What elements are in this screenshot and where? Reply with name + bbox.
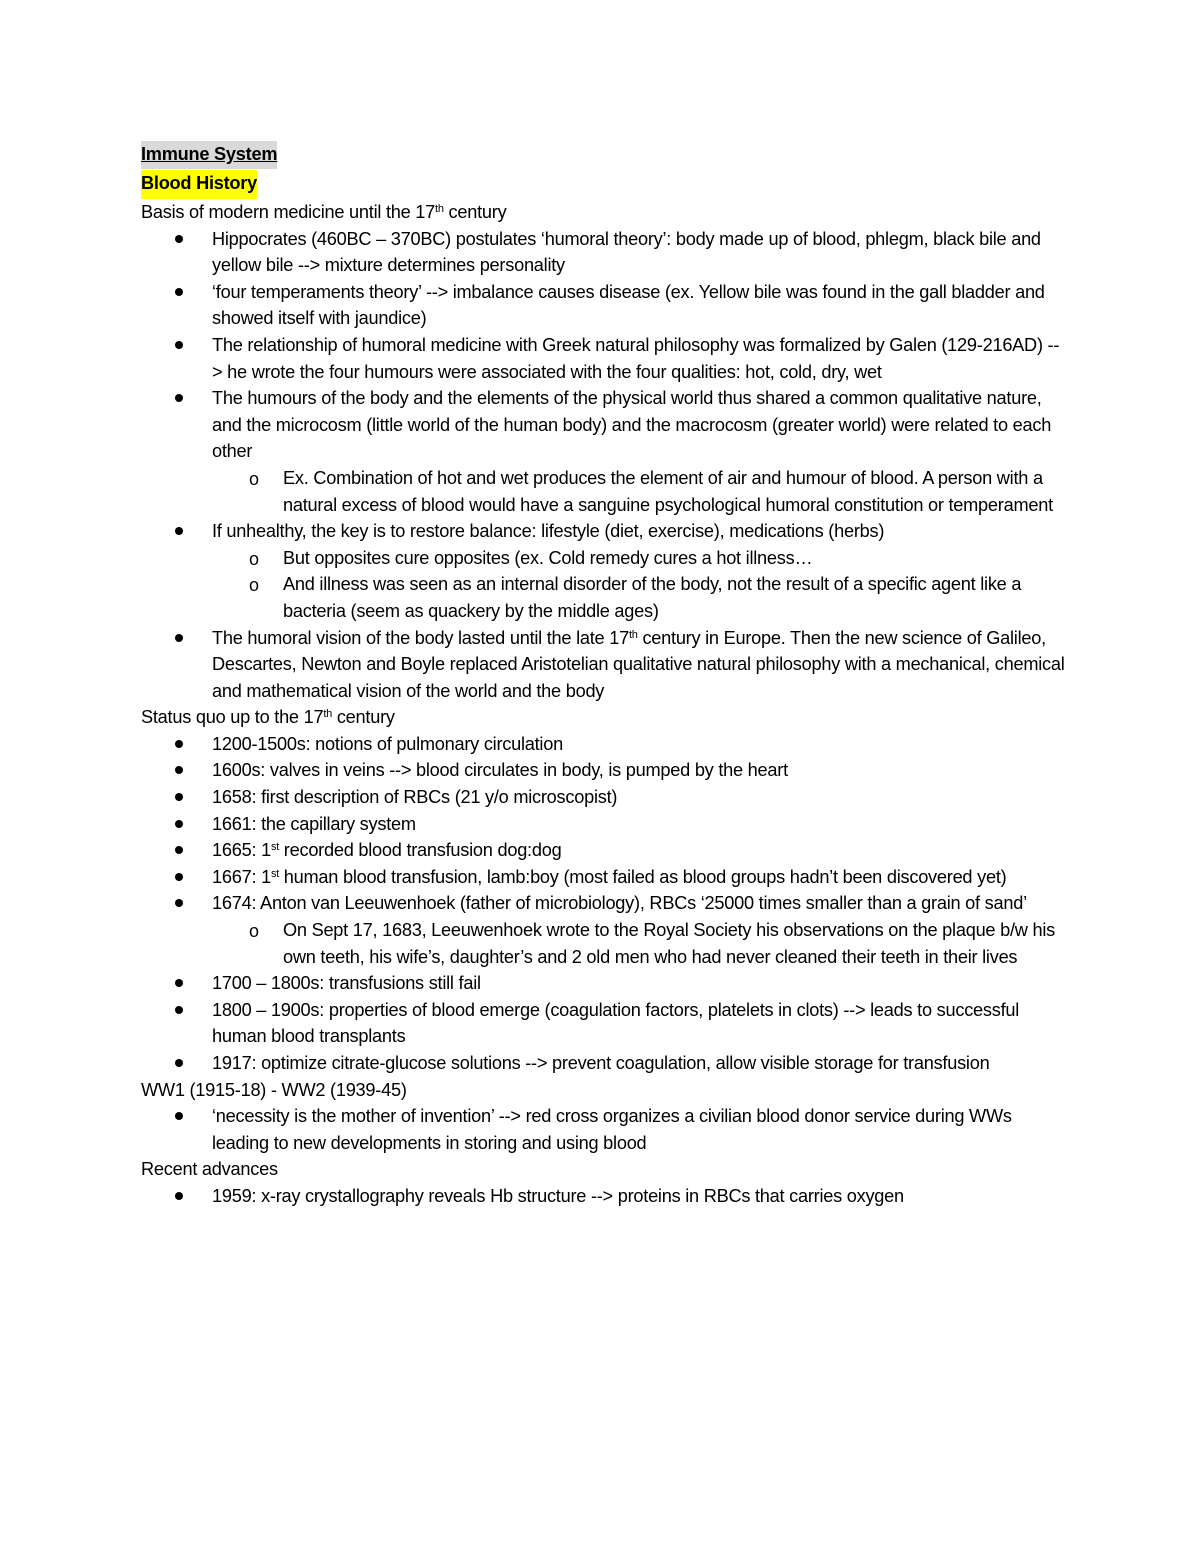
circle-bullet-icon: o [249,575,259,596]
bullet-icon [175,1192,183,1200]
list-item-text: The humoral vision of the body lasted until the late 17 [212,627,629,648]
bullet-icon [175,394,183,402]
section-heading: Blood History [141,170,257,199]
list-item [212,784,1066,811]
list-item [212,332,1066,385]
list-item-text: 1674: Anton van Leeuwenhoek (father of microbiology), RBCs ‘25000 times smaller than a grain of sand’ [212,893,1027,914]
list-item-text: 1658: first description of RBCs (21 y/o microscopist) [212,787,618,808]
circle-bullet-icon: o [249,468,259,489]
bullet-icon [175,740,183,748]
list-item-text: Hippocrates (460BC – 370BC) postulates ‘humoral theory’: body made up of blood, phlegm, black bile and yellow bile --> mixture determines personality [212,228,1041,276]
list-item [212,518,1066,624]
bullet-icon [175,1006,183,1014]
circle-bullet-icon: o [249,548,259,569]
intro-text: Basis of modern medicine until the 17 [141,202,436,222]
list-item-text-end: recorded blood transfusion dog:dog [279,840,562,861]
timeline-list [141,731,1066,1077]
bullet-icon [175,1112,183,1120]
list-item [212,279,1066,332]
list-item-text: 1200-1500s: notions of pulmonary circulation [212,733,563,754]
list-item [212,757,1066,784]
intro-text-end: century [443,202,507,222]
intro-line [141,199,1066,226]
list-item-text: If unhealthy, the key is to restore balance: lifestyle (diet, exercise), medications (herbs) [212,521,885,542]
bullet-icon [175,341,183,349]
list-item-text: 1665: 1 [212,840,271,861]
list-item [212,226,1066,279]
list-item-text: 1917: optimize citrate-glucose solutions --> prevent coagulation, allow visible storage for transfusion [212,1053,990,1073]
list-item-text-end: human blood transfusion, lamb:boy (most failed as blood groups hadn’t been discovered yet) [279,866,1007,887]
section-heading-line [141,170,1066,199]
sub-list-item-text: On Sept 17, 1683, Leeuwenhoek wrote to the Royal Society his observations on the plaque b/w his own teeth, his wife’s, daughter’s and 2 old men who had never cleaned their teeth in their lives [283,920,1055,967]
sub-list-item [249,917,1066,970]
list-item [212,970,1066,997]
sub-list-item-text: And illness was seen as an internal disorder of the body, not the result of a specific agent like a bacteria (seem as quackery by the middle ages) [283,574,1022,621]
list-item [212,1183,1066,1210]
list-item [212,1103,1066,1156]
bullet-icon [175,634,183,642]
bullet-icon [175,288,183,296]
sub-list-item [249,465,1066,518]
list-item [212,864,1066,891]
bullet-icon [175,846,183,854]
list-item-text: 1800 – 1900s: properties of blood emerge (coagulation factors, platelets in clots) --> leads to successful human blood transplants [212,999,1020,1047]
title-line [141,141,1066,170]
sub-list-item-text: But opposites cure opposites (ex. Cold remedy cures a hot illness… [283,547,813,568]
list-item [212,625,1066,705]
recent-list [141,1183,1066,1210]
bullet-icon [175,235,183,243]
circle-bullet-icon: o [249,921,259,942]
bullet-icon [175,766,183,774]
list-item [212,731,1066,758]
list-item-text: 1667: 1 [212,866,271,887]
list-item [212,997,1066,1050]
list-item-text-end: century in Europe. Then the new science of Galileo, Descartes, Newton and Boyle replaced Aristotelian qualitative natural philosophy with a mechanical, chemical and mathematical vision of the world and the body [212,627,1065,701]
bullet-icon [175,979,183,987]
superscript: st [270,841,279,854]
intro-superscript: th [435,203,444,215]
bullet-icon [175,873,183,881]
bullet-icon [175,793,183,801]
list-item [212,890,1066,970]
sub-list-item [249,571,1066,624]
recent-heading: Recent advances [141,1159,278,1180]
list-item-text: 1600s: valves in veins --> blood circulates in body, is pumped by the heart [212,760,788,781]
status-quo-text-end: century [332,707,395,728]
status-quo-text: Status quo up to the 17 [141,707,324,728]
superscript: th [323,708,333,721]
document-title: Immune System [141,141,277,169]
sub-list [141,545,1066,625]
list-item-text: The relationship of humoral medicine with Greek natural philosophy was formalized by Galen (129-216AD) --> he wrote the four humours were associated with the four qualities: hot, cold, dry, wet [212,334,1060,382]
sub-list-item [249,545,1066,572]
sub-list [141,917,1066,970]
bullet-icon [175,1059,183,1067]
ww-heading: WW1 (1915-18) - WW2 (1939-45) [141,1079,407,1100]
superscript: th [628,628,638,641]
bullet-icon [175,527,183,535]
ww-list [141,1103,1066,1156]
bullet-icon [175,899,183,907]
list-item-text: 1700 – 1800s: transfusions still fail [212,973,481,994]
list-item [212,1050,1066,1077]
bullet-icon [175,820,183,828]
status-quo-heading [141,704,1066,731]
list-item-text: The humours of the body and the elements of the physical world thus shared a common qualitative nature, and the microcosm (little world of the human body) and the macrocosm (greater world) were related to each other [212,388,1052,462]
document-body [141,141,1066,1210]
list-item-text: 1959: x-ray crystallography reveals Hb structure --> proteins in RBCs that carries oxygen [212,1185,904,1206]
list-item-text: 1661: the capillary system [212,813,416,834]
humoral-list [141,226,1066,705]
list-item [212,837,1066,864]
superscript: st [270,867,279,880]
sub-list-item-text: Ex. Combination of hot and wet produces the element of air and humour of blood. A person with a natural excess of blood would have a sanguine psychological humoral constitution or temperament [283,467,1053,515]
list-item-text: ‘necessity is the mother of invention’ --> red cross organizes a civilian blood donor service during WWs leading to new developments in storing and using blood [212,1106,1012,1153]
list-item-text: ‘four temperaments theory’ --> imbalance causes disease (ex. Yellow bile was found in the gall bladder and showed itself with jaundice) [212,281,1045,329]
list-item [212,385,1066,518]
sub-list [141,465,1066,518]
list-item [212,811,1066,838]
